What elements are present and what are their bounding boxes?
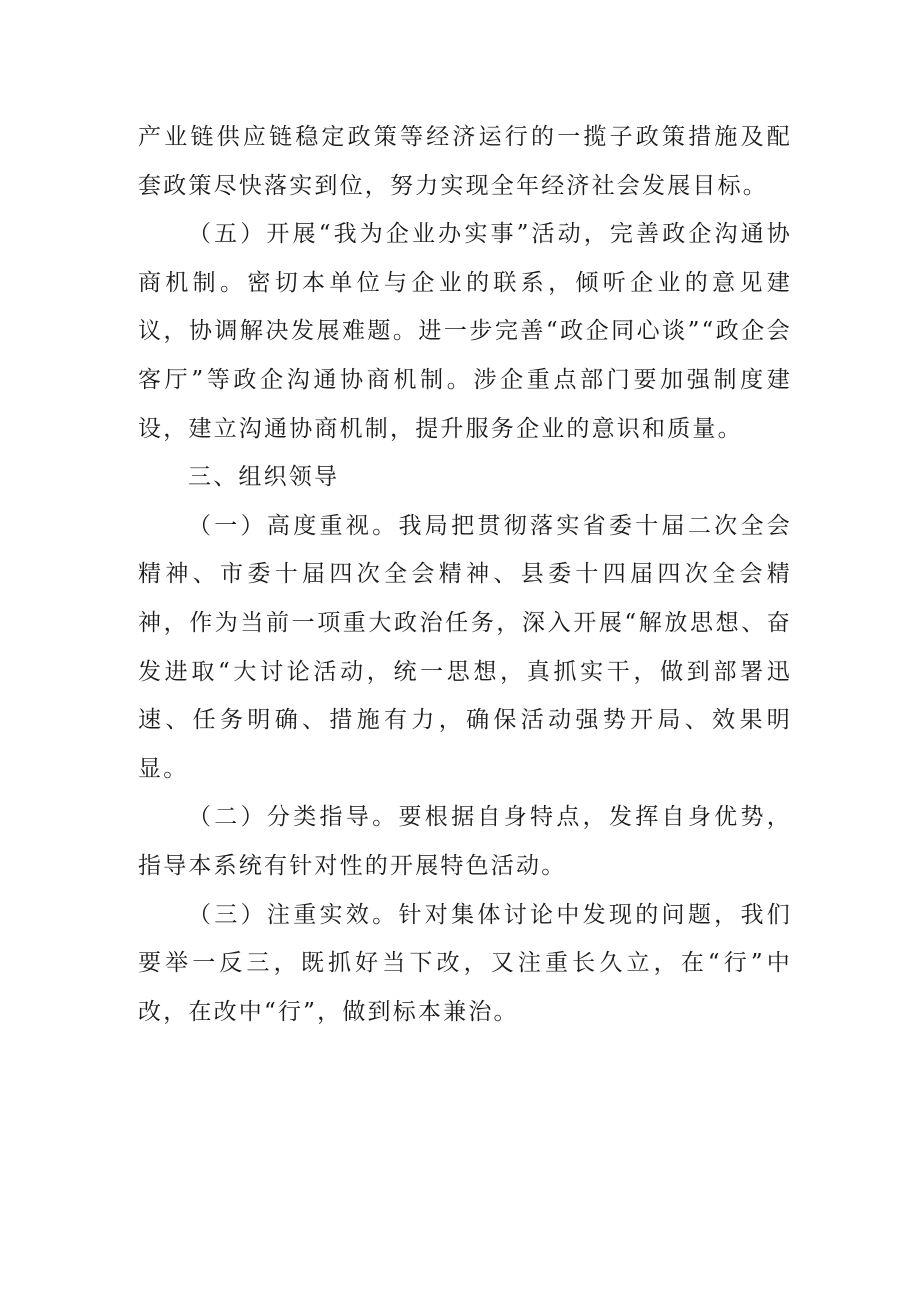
paragraph-item-five: （五）开展“我为企业办实事”活动，完善政企沟通协商机制。密切本单位与企业的联系，倾听企业的意见建议，协调解决发展难题。进一步完善“政企同心谈”“政企会客厅”等政企沟通协商机制。涉企重点部门要加强制度建设，建立沟通协商机制，提升服务企业的意识和质量。 [138, 221, 792, 442]
paragraph-policy-continuation: 产业链供应链稳定政策等经济运行的一揽子政策措施及配套政策尽快落实到位，努力实现全年经济社会发展目标。 [138, 124, 792, 199]
document-body [138, 113, 792, 1036]
paragraph-item-three: （三）注重实效。针对集体讨论中发现的问题，我们要举一反三，既抓好当下改，又注重长久立，在“行”中改，在改中“行”，做到标本兼治。 [138, 901, 792, 1025]
section-heading-organization: 三、组织领导 [188, 464, 340, 491]
paragraph-item-two: （二）分类指导。要根据自身特点，发挥自身优势，指导本系统有针对性的开展特色活动。 [138, 804, 792, 879]
paragraph-item-one: （一）高度重视。我局把贯彻落实省委十届二次全会精神、市委十届四次全会精神、县委十四届四次全会精神，作为当前一项重大政治任务，深入开展“解放思想、奋发进取“大讨论活动，统一思想，真抓实干，做到部署迅速、任务明确、措施有力，确保活动强势开局、效果明显。 [138, 512, 792, 782]
